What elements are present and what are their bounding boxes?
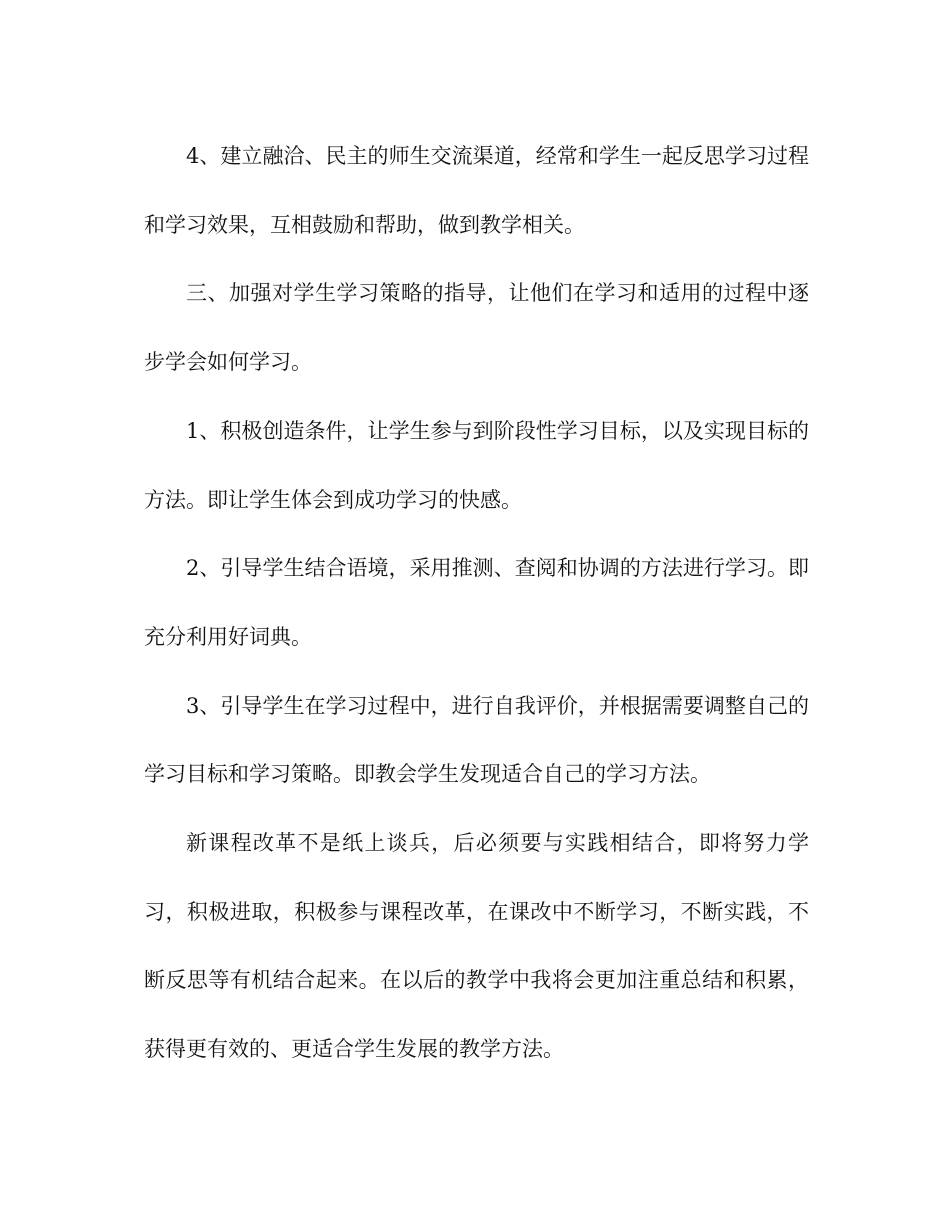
document-body: [144, 122, 809, 1084]
paragraph-item-1: 1、积极创造条件，让学生参与到阶段性学习目标，以及实现目标的方法。即让学生体会到成功学习的快感。: [144, 418, 809, 512]
section-heading-3: 三、加强对学生学习策略的指导，让他们在学习和适用的过程中逐步学会如何学习。: [144, 281, 809, 375]
paragraph-item-3: 3、引导学生在学习过程中，进行自我评价，并根据需要调整自己的学习目标和学习策略。即教会学生发现适合自己的学习方法。: [144, 693, 809, 787]
conclusion-paragraph: 新课程改革不是纸上谈兵，后必须要与实践相结合，即将努力学习，积极进取，积极参与课程改革，在课改中不断学习，不断实践，不断反思等有机结合起来。在以后的教学中我将会更加注重总结和积累，获得更有效的、更适合学生发展的教学方法。: [144, 831, 809, 1062]
paragraph-item-2: 2、引导学生结合语境，采用推测、查阅和协调的方法进行学习。即充分利用好词典。: [144, 556, 809, 649]
paragraph-item-4: 4、建立融洽、民主的师生交流渠道，经常和学生一起反思学习过程和学习效果，互相鼓励和帮助，做到教学相关。: [144, 144, 809, 237]
